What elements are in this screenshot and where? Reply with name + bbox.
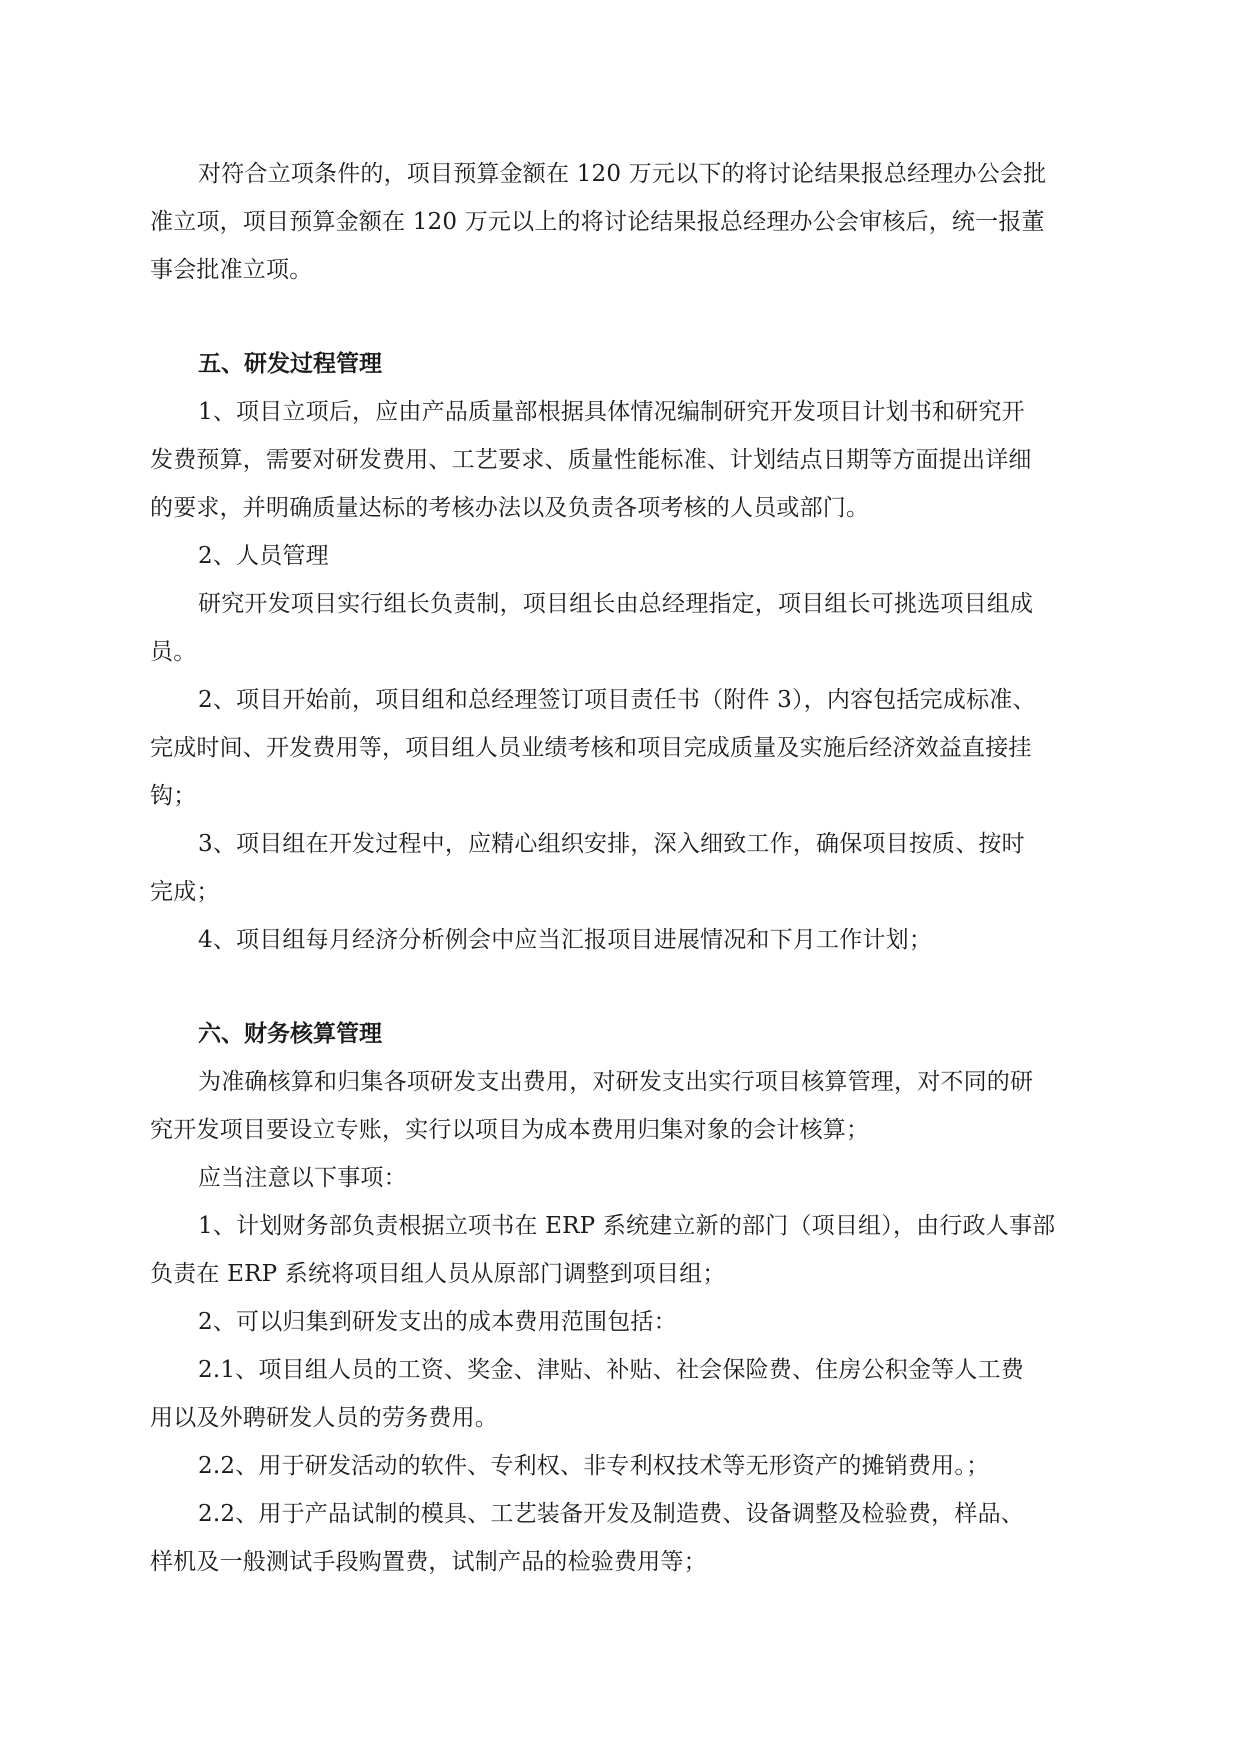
paragraph-line: 发费预算，需要对研发费用、工艺要求、质量性能标准、计划结点日期等方面提出详细	[150, 447, 1032, 473]
paragraph-line: 的要求，并明确质量达标的考核办法以及负责各项考核的人员或部门。	[150, 495, 870, 521]
paragraph-line: 完成时间、开发费用等，项目组人员业绩考核和项目完成质量及实施后经济效益直接挂	[150, 735, 1032, 761]
paragraph-line: 对符合立项条件的，项目预算金额在 120 万元以下的将讨论结果报总经理办公会批	[198, 161, 1047, 187]
paragraph-line: 2、人员管理	[198, 543, 329, 569]
paragraph-line: 4、项目组每月经济分析例会中应当汇报项目进展情况和下月工作计划；	[198, 927, 933, 953]
paragraph-line: 1、项目立项后，应由产品质量部根据具体情况编制研究开发项目计划书和研究开	[198, 399, 1025, 425]
paragraph-line: 负责在 ERP 系统将项目组人员从原部门调整到项目组；	[150, 1261, 726, 1287]
paragraph-line: 为准确核算和归集各项研发支出费用，对研发支出实行项目核算管理，对不同的研	[198, 1069, 1034, 1095]
paragraph-line: 事会批准立项。	[150, 257, 313, 283]
paragraph-line: 样机及一般测试手段购置费，试制产品的检验费用等；	[150, 1549, 707, 1575]
paragraph-line: 2.2、用于产品试制的模具、工艺装备开发及制造费、设备调整及检验费，样品、	[198, 1501, 1024, 1527]
paragraph-line: 准立项，项目预算金额在 120 万元以上的将讨论结果报总经理办公会审核后，统一报董	[150, 209, 1045, 235]
paragraph-line: 3、项目组在开发过程中，应精心组织安排，深入细致工作，确保项目按质、按时	[198, 831, 1025, 857]
paragraph-line: 究开发项目要设立专账，实行以项目为成本费用归集对象的会计核算；	[150, 1117, 870, 1143]
document-body	[150, 150, 1100, 1586]
paragraph-line: 钩；	[150, 783, 197, 809]
paragraph-line: 2、可以归集到研发支出的成本费用范围包括：	[198, 1309, 677, 1335]
paragraph-line: 完成；	[150, 879, 220, 905]
section-heading: 五、研发过程管理	[198, 351, 382, 377]
paragraph-line: 员。	[150, 639, 197, 665]
section-heading: 六、财务核算管理	[198, 1021, 382, 1047]
paragraph-line: 1、计划财务部负责根据立项书在 ERP 系统建立新的部门（项目组），由行政人事部	[198, 1213, 1056, 1239]
paragraph-line: 研究开发项目实行组长负责制，项目组长由总经理指定，项目组长可挑选项目组成	[198, 591, 1034, 617]
paragraph-line: 2.1、项目组人员的工资、奖金、津贴、补贴、社会保险费、住房公积金等人工费	[198, 1357, 1024, 1383]
paragraph-line: 用以及外聘研发人员的劳务费用。	[150, 1405, 498, 1431]
paragraph-line: 2、项目开始前，项目组和总经理签订项目责任书（附件 3），内容包括完成标准、	[198, 687, 1036, 713]
paragraph-line: 应当注意以下事项：	[198, 1165, 407, 1191]
paragraph-line: 2.2、用于研发活动的软件、专利权、非专利权技术等无形资产的摊销费用。；	[198, 1453, 990, 1479]
